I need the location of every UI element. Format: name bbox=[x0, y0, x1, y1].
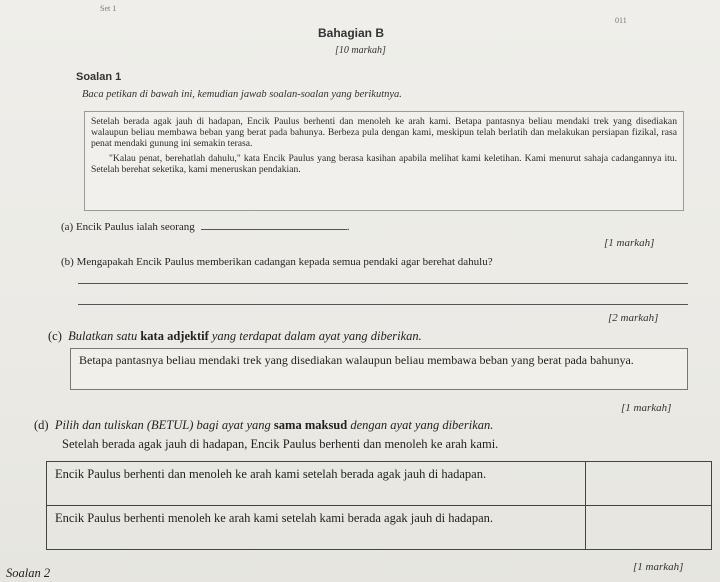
choice-row bbox=[47, 462, 712, 506]
choices-table bbox=[46, 461, 712, 550]
question-a-end: . bbox=[346, 221, 350, 233]
answer-cell-1[interactable] bbox=[586, 462, 712, 506]
question-a-text: (a) Encik Paulus ialah seorang bbox=[61, 221, 195, 233]
set-label: Set 1 bbox=[100, 4, 117, 13]
answer-cell-2[interactable] bbox=[586, 506, 712, 550]
page-code: 011 bbox=[615, 16, 627, 25]
question-b-text: (b) Mengapakah Encik Paulus memberikan cadangan kepada semua pendaki agar berehat dahulu? bbox=[61, 256, 493, 268]
question-d: (d) Pilih dan tuliskan (BETUL) bagi ayat yang sama maksud dengan ayat yang diberikan. bbox=[34, 418, 494, 432]
choice-option-1: Encik Paulus berhenti dan menoleh ke arah kami setelah berada agak jauh di hadapan. bbox=[47, 462, 586, 506]
sentence-c: Betapa pantasnya beliau mendaki trek yang disediakan walaupun beliau membawa beban yang berat pada bahunya. bbox=[79, 353, 634, 367]
choice-option-2: Encik Paulus berhenti menoleh ke arah kami setelah kami berada agak jauh di hadapan. bbox=[47, 506, 586, 550]
passage-box bbox=[84, 111, 684, 211]
marks-a: [1 markah] bbox=[604, 237, 655, 249]
section-marks: [10 markah] bbox=[335, 45, 386, 56]
marks-d: [1 markah] bbox=[633, 561, 684, 573]
question-a bbox=[61, 219, 350, 233]
marks-b: [2 markah] bbox=[608, 312, 659, 324]
answer-blank-a[interactable] bbox=[201, 219, 347, 230]
passage-paragraph-1: Setelah berada agak jauh di hadapan, Encik Paulus berhenti dan menoleh ke arah kami. Betapa pantasnya beliau mendaki trek yang disediakan walaupun beliau membawa beban yang berat pada bahunya. Berbeza pula dengan kami, meskipun telah berlatih dan melakukan persiapan fizikal, rasa penat mendaki gunung ini semakin terasa. bbox=[91, 116, 677, 149]
choice-row bbox=[47, 506, 712, 550]
sentence-box-c[interactable] bbox=[70, 348, 688, 390]
next-question-title: Soalan 2 bbox=[6, 566, 51, 580]
marks-c: [1 markah] bbox=[621, 402, 672, 414]
passage-paragraph-2: "Kalau penat, berehatlah dahulu," kata Encik Paulus yang berasa kasihan apabila melihat kami keletihan. Kami menurut sahaja cadangannya itu. Setelah berehat seketika, kami meneruskan pendakian. bbox=[91, 153, 677, 175]
section-title: Bahagian B bbox=[318, 26, 385, 40]
question-d-stem: Setelah berada agak jauh di hadapan, Encik Paulus berhenti dan menoleh ke arah kami. bbox=[62, 437, 499, 451]
question-title: Soalan 1 bbox=[76, 71, 122, 83]
instruction: Baca petikan di bawah ini, kemudian jawab soalan-soalan yang berikutnya. bbox=[82, 89, 402, 100]
answer-line-b1[interactable] bbox=[78, 283, 688, 284]
answer-line-b2[interactable] bbox=[78, 304, 688, 305]
question-c: (c) Bulatkan satu kata adjektif yang terdapat dalam ayat yang diberikan. bbox=[48, 329, 422, 343]
